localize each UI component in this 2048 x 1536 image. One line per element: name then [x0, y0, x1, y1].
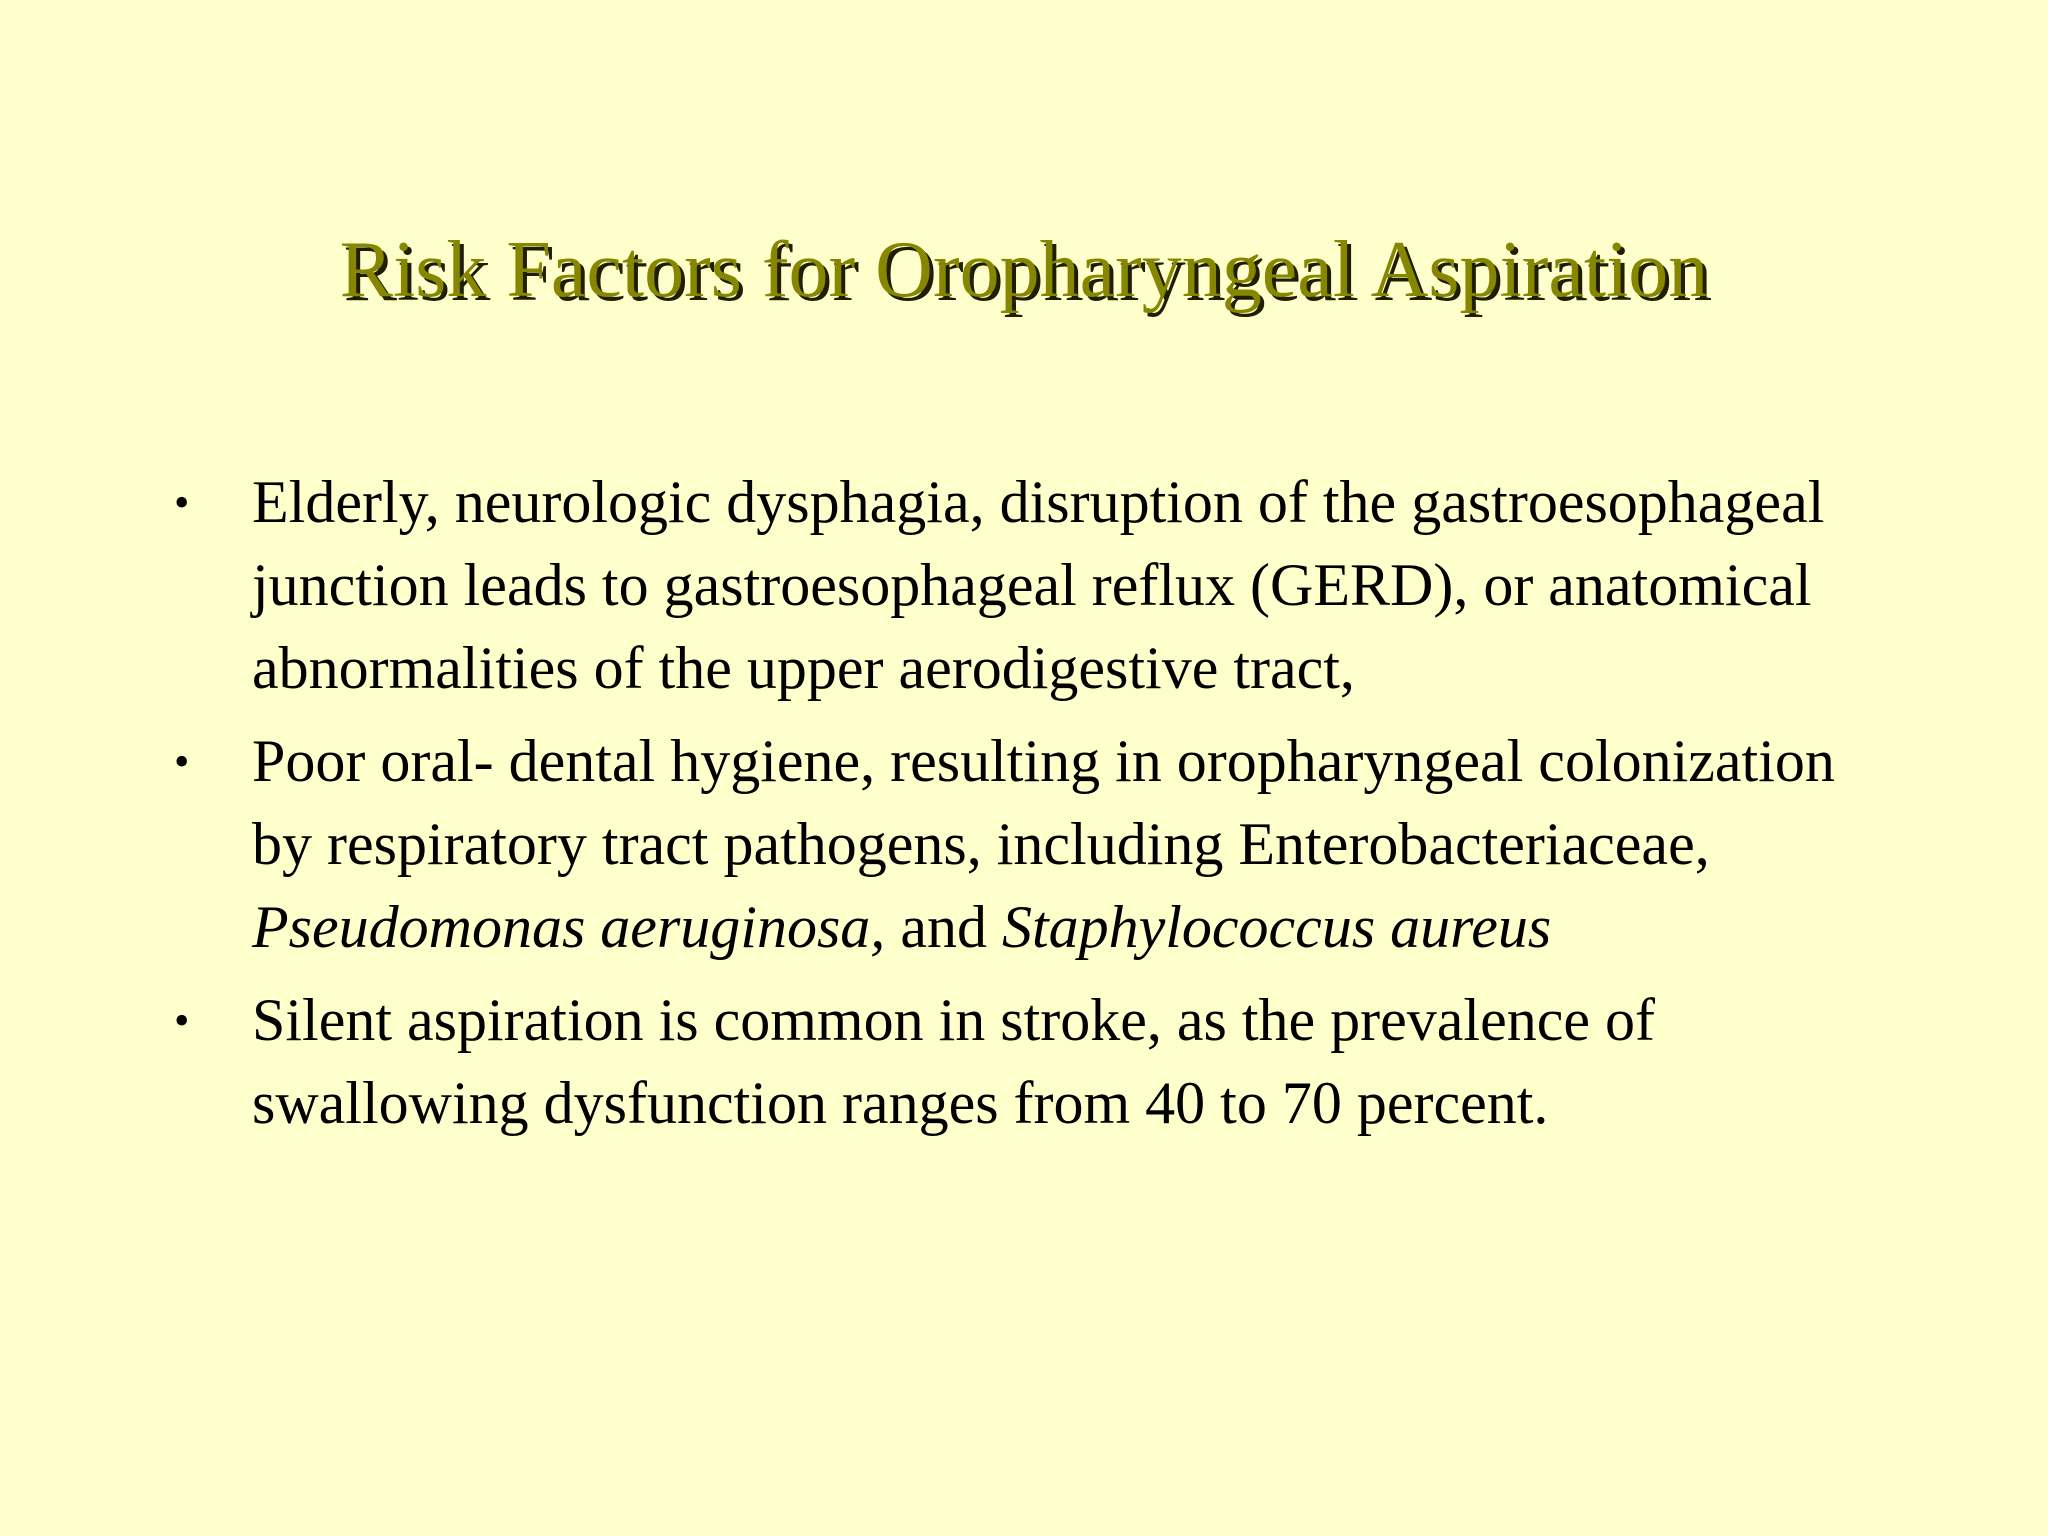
species-name-pseudomonas: Pseudomonas aeruginosa, — [252, 894, 886, 960]
slide-title: Risk Factors for Oropharyngeal Aspiration — [339, 226, 1709, 314]
bullet-text: Elderly, neurologic dysphagia, disruption of the gastroesophageal junction leads to gastroesophageal reflux (GERD), or anatomical abnormalities of the upper aerodigestive tract, — [252, 469, 1825, 701]
bullet-icon: • — [174, 737, 190, 786]
bullet-text: Silent aspiration is common in stroke, as the prevalence of swallowing dysfunction ranges from 40 to 70 percent. — [252, 987, 1655, 1136]
species-name-staphylococcus: Staphylococcus aureus — [1001, 894, 1552, 960]
bullet-item-3 — [174, 979, 1894, 1145]
bullet-item-2 — [174, 720, 1894, 969]
bullet-item-1 — [174, 461, 1894, 710]
bullet-icon: • — [174, 478, 190, 527]
bullet-text: Poor oral- dental hygiene, resulting in oropharyngeal colonization by respiratory tract pathogens, including Enterobacteriaceae, — [252, 728, 1835, 877]
bullet-icon: • — [174, 996, 190, 1045]
bullet-text-connector: and — [885, 894, 1002, 960]
bullet-list — [174, 461, 1894, 1155]
